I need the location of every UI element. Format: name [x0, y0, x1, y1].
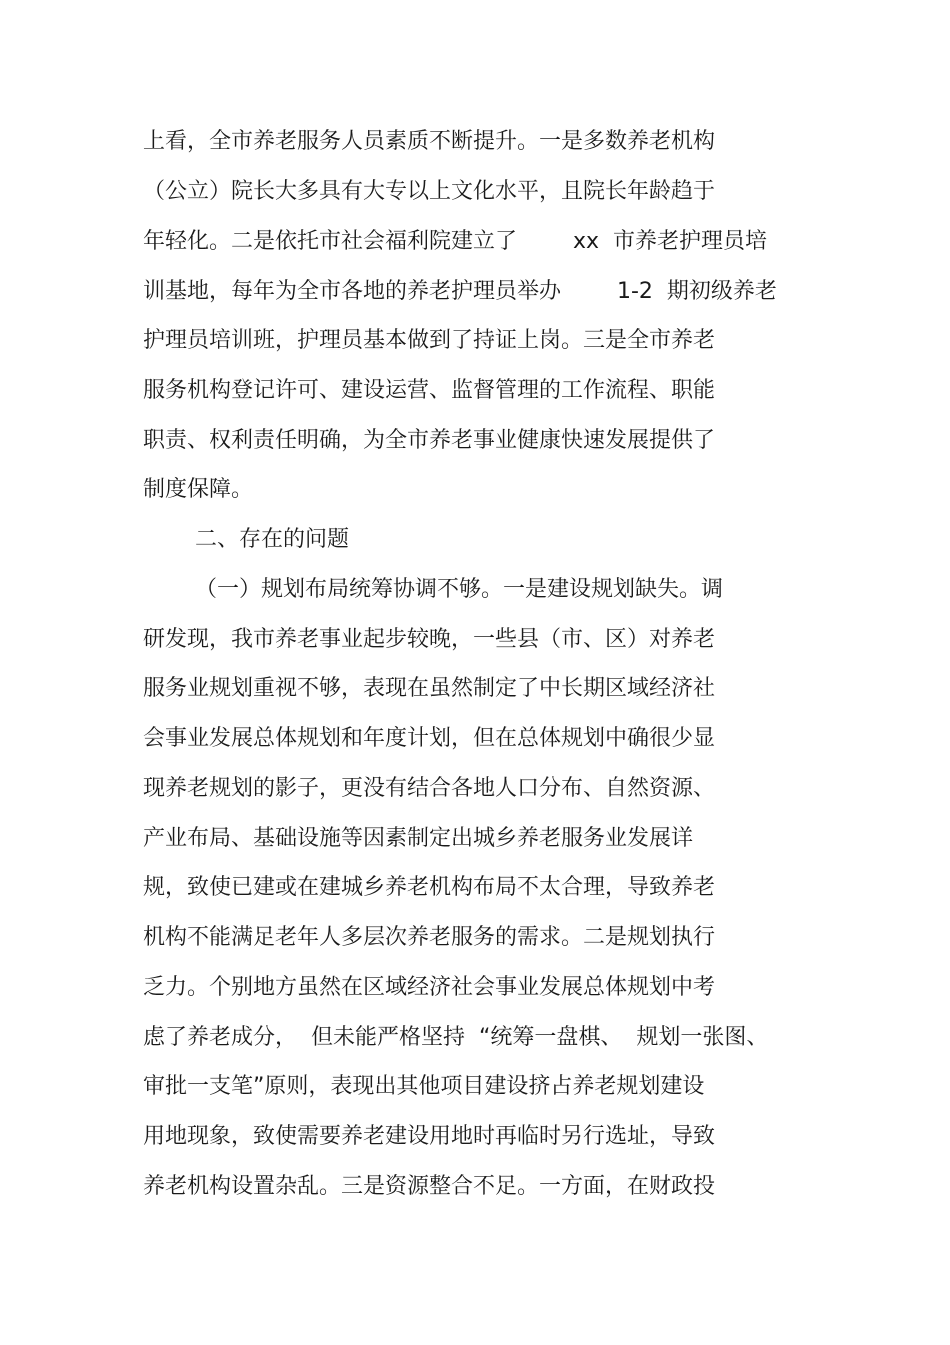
text-line: 现养老规划的影子，更没有结合各地人口分布、自然资源、	[143, 776, 716, 801]
text-line: 审批一支笔”原则，表现出其他项目建设挤占养老规划建设	[143, 1074, 705, 1099]
text-line: 服务业规划重视不够，表现在虽然制定了中长期区域经济社	[143, 676, 716, 701]
text-line: 产业布局、基础设施等因素制定出城乡养老服务业发展详	[143, 826, 694, 851]
text-line: 服务机构登记许可、建设运营、监督管理的工作流程、职能	[143, 378, 716, 403]
text-line: 制度保障。	[143, 477, 254, 502]
text-line: 规，致使已建或在建城乡养老机构布局不太合理，导致养老	[143, 875, 716, 900]
text-line: 会事业发展总体规划和年度计划，但在总体规划中确很少显	[143, 726, 716, 751]
text-line: （公立）院长大多具有大专以上文化水平，且院长年龄趋于	[143, 179, 716, 204]
text-line: 年轻化。二是依托市社会福利院建立了 xx 市养老护理员培	[143, 229, 767, 254]
text-line: 乏力。个别地方虽然在区域经济社会事业发展总体规划中考	[143, 975, 716, 1000]
text-line: 护理员培训班，护理员基本做到了持证上岗。三是全市养老	[143, 328, 716, 353]
section-heading: 二、存在的问题	[195, 527, 350, 552]
text-line: 研发现，我市养老事业起步较晚，一些县（市、区）对养老	[143, 627, 716, 652]
subsection-heading: （一）规划布局统筹协调不够。一是建设规划缺失。调	[195, 577, 724, 602]
text-line: 用地现象，致使需要养老建设用地时再临时另行选址，导致	[143, 1124, 716, 1149]
text-line: 训基地，每年为全市各地的养老护理员举办 1-2 期初级养老	[143, 279, 777, 304]
text-line: 虑了养老成分， 但未能严格坚持 “统筹一盘棋、 规划一张图、	[143, 1025, 769, 1050]
text-line: 养老机构设置杂乱。三是资源整合不足。一方面，在财政投	[143, 1174, 716, 1199]
text-line: 机构不能满足老年人多层次养老服务的需求。二是规划执行	[143, 925, 716, 950]
text-line: 上看，全市养老服务人员素质不断提升。一是多数养老机构	[143, 129, 716, 154]
text-line: 职责、权利责任明确，为全市养老事业健康快速发展提供了	[143, 428, 716, 453]
